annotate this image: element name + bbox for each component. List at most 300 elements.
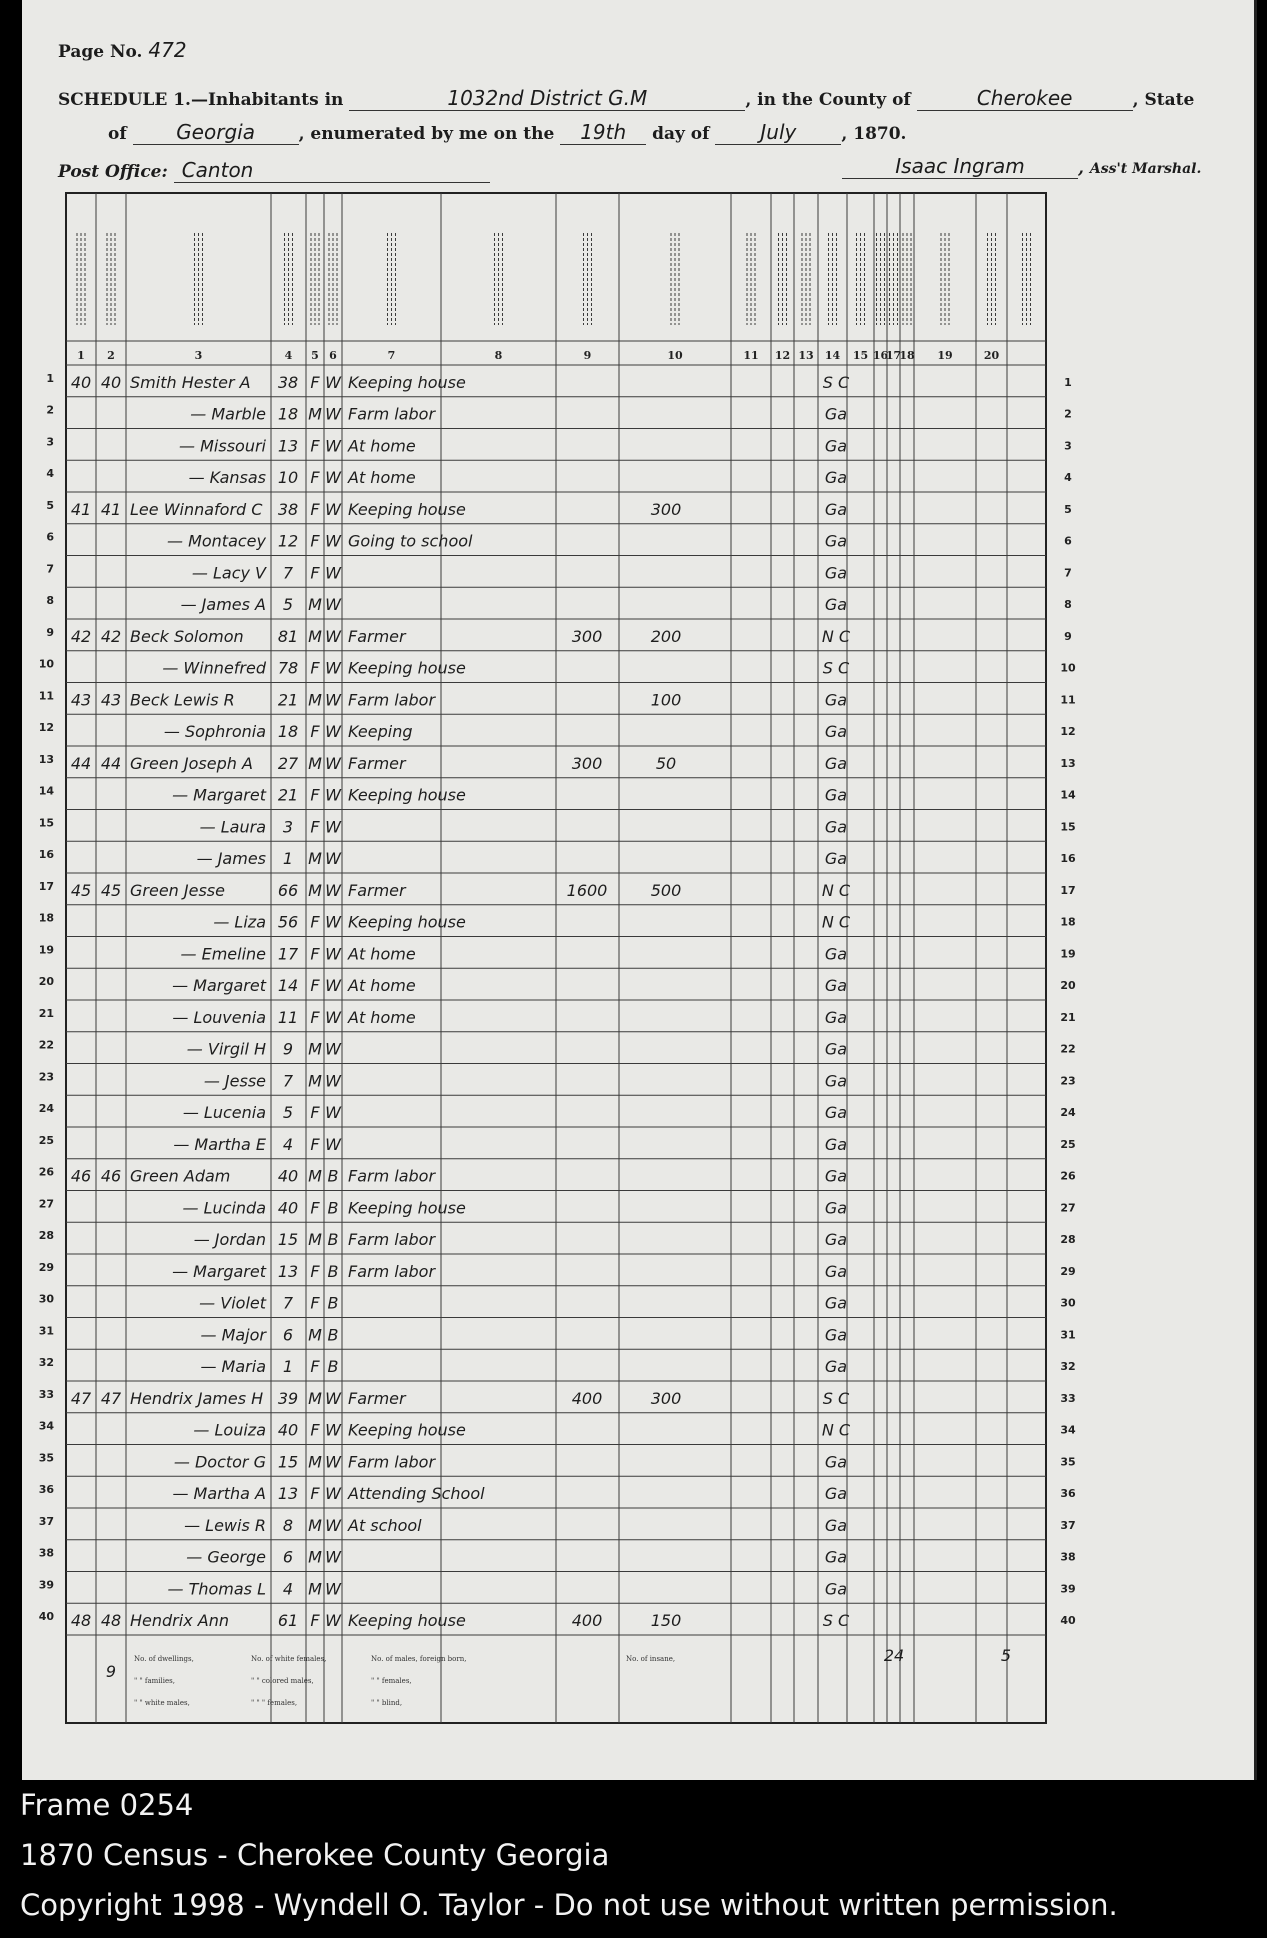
sex: F [310, 658, 320, 678]
birthplace: N C [821, 626, 851, 646]
age: 7 [282, 563, 294, 583]
personal-estate-value: 500 [650, 880, 682, 900]
dwelling-number: 47 [70, 1388, 92, 1408]
sex: F [310, 976, 320, 996]
line-number-right: 4 [1064, 471, 1072, 485]
state-value: Georgia [133, 120, 299, 145]
line-number-right: 37 [1060, 1518, 1076, 1532]
person-name: — Margaret [172, 785, 266, 805]
column-number: 14 [824, 349, 841, 362]
personal-estate-value: 300 [650, 499, 682, 519]
family-number: 45 [100, 880, 122, 900]
sex: F [310, 785, 320, 805]
age: 18 [277, 404, 299, 424]
sex: M [308, 1325, 322, 1345]
column-number: 16 [872, 349, 889, 362]
race: W [325, 880, 341, 900]
sex: F [310, 817, 320, 837]
birthplace: Ga [824, 1007, 848, 1027]
of-label: of [108, 124, 127, 144]
birthplace: Ga [824, 1039, 848, 1059]
family-number: 48 [100, 1611, 122, 1631]
race: W [325, 722, 341, 742]
age: 1 [282, 849, 294, 869]
person-name: — Thomas L [167, 1579, 266, 1599]
post-office-line [58, 158, 490, 183]
sex: F [310, 1611, 320, 1631]
birthplace: Ga [824, 690, 848, 710]
birthplace: Ga [824, 595, 848, 615]
line-number: 9 [46, 625, 54, 639]
birthplace: Ga [824, 499, 848, 519]
race: W [325, 499, 341, 519]
line-number: 32 [38, 1356, 54, 1370]
race: W [325, 404, 341, 424]
line-number-right: 24 [1060, 1106, 1076, 1120]
real-estate-value: 300 [571, 753, 603, 773]
birthplace: Ga [824, 1484, 848, 1504]
line-number-right: 22 [1060, 1042, 1076, 1056]
line-number: 8 [46, 594, 54, 608]
schedule-label: SCHEDULE 1.—Inhabitants in [58, 90, 344, 110]
person-name: — Louvenia [172, 1007, 266, 1027]
person-name: — James [196, 849, 266, 869]
person-name: — Virgil H [186, 1039, 266, 1059]
age: 39 [277, 1388, 299, 1408]
birthplace: Ga [824, 436, 848, 456]
personal-estate-value: 50 [655, 753, 677, 773]
column-number: 8 [494, 349, 503, 362]
line-number-right: 6 [1064, 534, 1072, 548]
race: W [325, 1388, 341, 1408]
age: 6 [282, 1325, 294, 1345]
age: 27 [277, 753, 299, 773]
birthplace: S C [822, 1611, 850, 1631]
age: 61 [277, 1611, 299, 1631]
age: 13 [277, 1484, 299, 1504]
age: 15 [277, 1230, 299, 1250]
sex: F [310, 1007, 320, 1027]
birthplace: Ga [824, 1325, 848, 1345]
day-value: 19th [560, 120, 646, 145]
line-number: 14 [38, 784, 54, 798]
column-number: 13 [798, 349, 814, 362]
real-estate-value: 1600 [566, 880, 608, 900]
occupation: Attending School [348, 1484, 485, 1504]
line-number: 28 [38, 1229, 54, 1243]
line-number-right: 16 [1060, 852, 1076, 866]
birthplace: S C [822, 1388, 850, 1408]
sex: F [310, 944, 320, 964]
age: 40 [277, 1166, 299, 1186]
age: 81 [277, 626, 299, 646]
sex: F [310, 499, 320, 519]
line-number: 1 [46, 371, 54, 385]
sex: M [308, 753, 322, 773]
page-number-label: Page No. 472 [58, 38, 187, 62]
race: W [325, 658, 341, 678]
person-name: Green Joseph A [130, 753, 253, 773]
dwelling-number: 46 [70, 1166, 92, 1186]
column-number: 7 [387, 349, 396, 362]
birthplace: Ga [824, 563, 848, 583]
column-number: 2 [107, 349, 115, 362]
footer-dwellings-count: 9 [105, 1662, 117, 1681]
column-number: 20 [983, 349, 1000, 362]
line-number: 10 [38, 657, 54, 671]
line-number-right: 23 [1060, 1074, 1076, 1088]
column-number: 19 [937, 349, 953, 362]
column-number: 1 [77, 349, 85, 362]
occupation: At home [348, 976, 416, 996]
person-name: Smith Hester A [130, 372, 251, 392]
column-number: 15 [852, 349, 869, 362]
birthplace: Ga [824, 1293, 848, 1313]
race: B [327, 1325, 339, 1345]
sex: F [310, 722, 320, 742]
race: W [325, 817, 341, 837]
person-name: — Lacy V [191, 563, 266, 583]
age: 78 [277, 658, 299, 678]
age: 38 [277, 372, 299, 392]
age: 5 [282, 1103, 294, 1123]
birthplace: Ga [824, 785, 848, 805]
birthplace: Ga [824, 722, 848, 742]
line-number-right: 19 [1060, 947, 1076, 961]
line-number-right: 27 [1060, 1201, 1076, 1215]
line-number-right: 18 [1060, 915, 1076, 929]
age: 13 [277, 1261, 299, 1281]
line-number: 25 [38, 1133, 54, 1147]
line-number-right: 33 [1060, 1391, 1076, 1405]
age: 6 [282, 1547, 294, 1567]
footer-insane-label: No. of insane, [626, 1655, 676, 1663]
sex: F [310, 912, 320, 932]
census-sheet [22, 0, 1257, 1780]
person-name: — Major [200, 1325, 266, 1345]
birthplace: N C [821, 880, 851, 900]
line-number: 19 [38, 943, 54, 957]
age: 14 [277, 976, 299, 996]
occupation: Farmer [348, 626, 406, 646]
family-number: 43 [100, 690, 122, 710]
age: 3 [282, 817, 294, 837]
line-number: 7 [46, 562, 54, 576]
age: 4 [282, 1134, 294, 1154]
occupation: Keeping house [348, 785, 466, 805]
race: W [325, 1484, 341, 1504]
person-name: — Laura [199, 817, 266, 837]
line-number: 12 [38, 721, 54, 735]
occupation: Farm labor [348, 404, 436, 424]
line-number-right: 40 [1060, 1614, 1076, 1628]
race: W [325, 1611, 341, 1631]
line-number: 15 [38, 816, 54, 830]
person-name: Green Adam [130, 1166, 231, 1186]
footer-colored-females-label: " " " females, [251, 1699, 298, 1707]
person-name: — Lewis R [184, 1515, 266, 1535]
birthplace: Ga [824, 976, 848, 996]
age: 4 [282, 1579, 294, 1599]
line-number: 11 [38, 689, 54, 703]
sex: M [308, 595, 322, 615]
race: W [325, 626, 341, 646]
line-number: 24 [38, 1102, 54, 1116]
sex: F [310, 563, 320, 583]
real-estate-value: 400 [571, 1611, 603, 1631]
enumeration-line: of Georgia , enumerated by me on the 19th day of July , 1870. [108, 120, 907, 144]
line-number: 2 [46, 403, 54, 417]
line-number-right: 17 [1060, 883, 1076, 897]
line-number: 18 [38, 911, 54, 925]
occupation: Keeping house [348, 912, 466, 932]
person-name: — Louiza [193, 1420, 266, 1440]
age: 9 [282, 1039, 294, 1059]
post-office-value: Canton [174, 158, 490, 183]
person-name: — Martha A [172, 1484, 266, 1504]
birthplace: Ga [824, 849, 848, 869]
occupation: Farmer [348, 1388, 406, 1408]
birthplace: Ga [824, 1515, 848, 1535]
person-name: Hendrix Ann [130, 1611, 229, 1631]
race: W [325, 1007, 341, 1027]
marshal-name: Isaac Ingram [842, 154, 1078, 179]
sex: F [310, 372, 320, 392]
age: 66 [277, 880, 299, 900]
caption-title: 1870 Census - Cherokee County Georgia [20, 1838, 610, 1872]
family-number: 42 [100, 626, 122, 646]
county-value: Cherokee [917, 86, 1133, 111]
occupation: Keeping house [348, 372, 466, 392]
occupation: Farmer [348, 753, 406, 773]
line-number: 22 [38, 1038, 54, 1052]
line-number: 39 [38, 1578, 54, 1592]
occupation: Keeping house [348, 1611, 466, 1631]
line-number: 37 [38, 1514, 54, 1528]
sex: F [310, 1484, 320, 1504]
race: W [325, 1579, 341, 1599]
race: W [325, 944, 341, 964]
line-number: 3 [46, 435, 54, 449]
person-name: Lee Winnaford C [130, 499, 263, 519]
race: W [325, 690, 341, 710]
county-label: in the County of [757, 90, 911, 110]
race: W [325, 753, 341, 773]
line-number-right: 38 [1060, 1550, 1076, 1564]
sex: M [308, 690, 322, 710]
year-value: 1870. [853, 124, 907, 144]
sex: F [310, 436, 320, 456]
line-number-right: 7 [1064, 566, 1072, 580]
district-value: 1032nd District G.M [349, 86, 745, 111]
birthplace: N C [821, 912, 851, 932]
line-number-right: 8 [1064, 598, 1072, 612]
line-number: 4 [46, 467, 54, 481]
sex: M [308, 1388, 322, 1408]
line-number: 31 [38, 1324, 54, 1338]
month-value: July [715, 120, 841, 145]
age: 5 [282, 595, 294, 615]
sex: M [308, 1071, 322, 1091]
person-name: — Jordan [193, 1230, 266, 1250]
personal-estate-value: 100 [650, 690, 682, 710]
line-number-right: 29 [1060, 1264, 1076, 1278]
family-number: 47 [100, 1388, 122, 1408]
sex: M [308, 1452, 322, 1472]
dwelling-number: 45 [70, 880, 92, 900]
age: 40 [277, 1198, 299, 1218]
birthplace: Ga [824, 1547, 848, 1567]
personal-estate-value: 150 [650, 1611, 682, 1631]
birthplace: S C [822, 372, 850, 392]
column-number: 9 [583, 349, 592, 362]
race: W [325, 563, 341, 583]
race: W [325, 1103, 341, 1123]
column-number: 4 [284, 349, 293, 362]
dwelling-number: 41 [70, 499, 92, 519]
line-number-right: 12 [1060, 725, 1076, 739]
line-number-right: 20 [1060, 979, 1076, 993]
column-number: 3 [194, 349, 203, 362]
person-name: — Montacey [166, 531, 266, 551]
age: 7 [282, 1293, 294, 1313]
line-number-right: 26 [1060, 1169, 1076, 1183]
line-number-right: 11 [1060, 693, 1076, 707]
birthplace: Ga [824, 1071, 848, 1091]
column-number: 17 [885, 349, 902, 362]
line-number-right: 25 [1060, 1137, 1076, 1151]
race: W [325, 1039, 341, 1059]
age: 1 [282, 1357, 294, 1377]
line-number-right: 30 [1060, 1296, 1076, 1310]
sex: M [308, 1166, 322, 1186]
post-office-label: Post Office: [58, 162, 168, 182]
race: W [325, 468, 341, 488]
race: B [327, 1293, 339, 1313]
line-number-right: 10 [1060, 661, 1076, 675]
dwelling-number: 43 [70, 690, 92, 710]
caption-frame: Frame 0254 [20, 1788, 194, 1822]
age: 40 [277, 1420, 299, 1440]
line-number: 21 [38, 1006, 54, 1020]
person-name: — Doctor G [173, 1452, 266, 1472]
sex: M [308, 626, 322, 646]
sex: F [310, 1103, 320, 1123]
line-number: 38 [38, 1546, 54, 1560]
sex: F [310, 531, 320, 551]
race: W [325, 849, 341, 869]
column-number: 11 [743, 349, 759, 362]
column-number: 5 [311, 349, 319, 362]
person-name: — Jesse [203, 1071, 266, 1091]
sex: F [310, 1261, 320, 1281]
race: W [325, 976, 341, 996]
person-name: — Winnefred [162, 658, 266, 678]
line-number: 30 [38, 1292, 54, 1306]
occupation: Keeping [348, 722, 413, 742]
line-number-right: 36 [1060, 1487, 1076, 1501]
birthplace: Ga [824, 1357, 848, 1377]
line-number: 13 [38, 752, 54, 766]
line-number: 35 [38, 1451, 54, 1465]
state-label: State [1144, 90, 1195, 110]
dwelling-number: 44 [70, 753, 92, 773]
race: W [325, 1420, 341, 1440]
occupation: Farm labor [348, 1452, 436, 1472]
sex: M [308, 1515, 322, 1535]
person-name: — Liza [213, 912, 266, 932]
birthplace: Ga [824, 1103, 848, 1123]
line-number: 36 [38, 1483, 54, 1497]
age: 21 [277, 690, 299, 710]
occupation: At school [348, 1515, 422, 1535]
sex: F [310, 1357, 320, 1377]
line-number: 6 [46, 530, 54, 544]
page-number: 472 [148, 38, 187, 62]
birthplace: Ga [824, 753, 848, 773]
footer-dwellings-label: No. of dwellings, [134, 1655, 194, 1663]
birthplace: Ga [824, 468, 848, 488]
sex: F [310, 1134, 320, 1154]
line-number: 16 [38, 848, 54, 862]
footer-colored-males-label: " " colored males, [251, 1677, 314, 1685]
person-name: — Marble [190, 404, 266, 424]
race: B [327, 1230, 339, 1250]
caption-copyright: Copyright 1998 - Wyndell O. Taylor - Do not use without written permission. [20, 1888, 1118, 1922]
race: W [325, 1134, 341, 1154]
sex: F [310, 468, 320, 488]
line-number: 40 [38, 1610, 54, 1624]
person-name: — George [186, 1547, 266, 1567]
person-name: — James A [180, 595, 266, 615]
birthplace: Ga [824, 1579, 848, 1599]
line-number: 27 [38, 1197, 54, 1211]
person-name: Green Jesse [130, 880, 225, 900]
person-name: — Margaret [172, 976, 266, 996]
sex: M [308, 880, 322, 900]
race: B [327, 1357, 339, 1377]
birthplace: Ga [824, 404, 848, 424]
person-name: — Kansas [188, 468, 266, 488]
line-number-right: 21 [1060, 1010, 1076, 1024]
age: 18 [277, 722, 299, 742]
age: 8 [282, 1515, 294, 1535]
line-number-right: 39 [1060, 1582, 1076, 1596]
sex: M [308, 1230, 322, 1250]
column-number: 6 [329, 349, 337, 362]
race: B [327, 1198, 339, 1218]
real-estate-value: 300 [571, 626, 603, 646]
marshal-label: Ass't Marshal. [1089, 161, 1202, 177]
race: B [327, 1166, 339, 1186]
occupation: At home [348, 468, 416, 488]
person-name: Beck Lewis R [130, 690, 235, 710]
line-number-right: 13 [1060, 756, 1076, 770]
person-name: — Lucinda [182, 1198, 266, 1218]
birthplace: Ga [824, 1230, 848, 1250]
age: 13 [277, 436, 299, 456]
age: 21 [277, 785, 299, 805]
census-table [38, 193, 1246, 1728]
line-number: 33 [38, 1387, 54, 1401]
birthplace: S C [822, 658, 850, 678]
race: W [325, 785, 341, 805]
line-number-right: 15 [1060, 820, 1076, 834]
age: 7 [282, 1071, 294, 1091]
occupation: Farm labor [348, 690, 436, 710]
birthplace: Ga [824, 1261, 848, 1281]
line-number-right: 9 [1064, 629, 1072, 643]
